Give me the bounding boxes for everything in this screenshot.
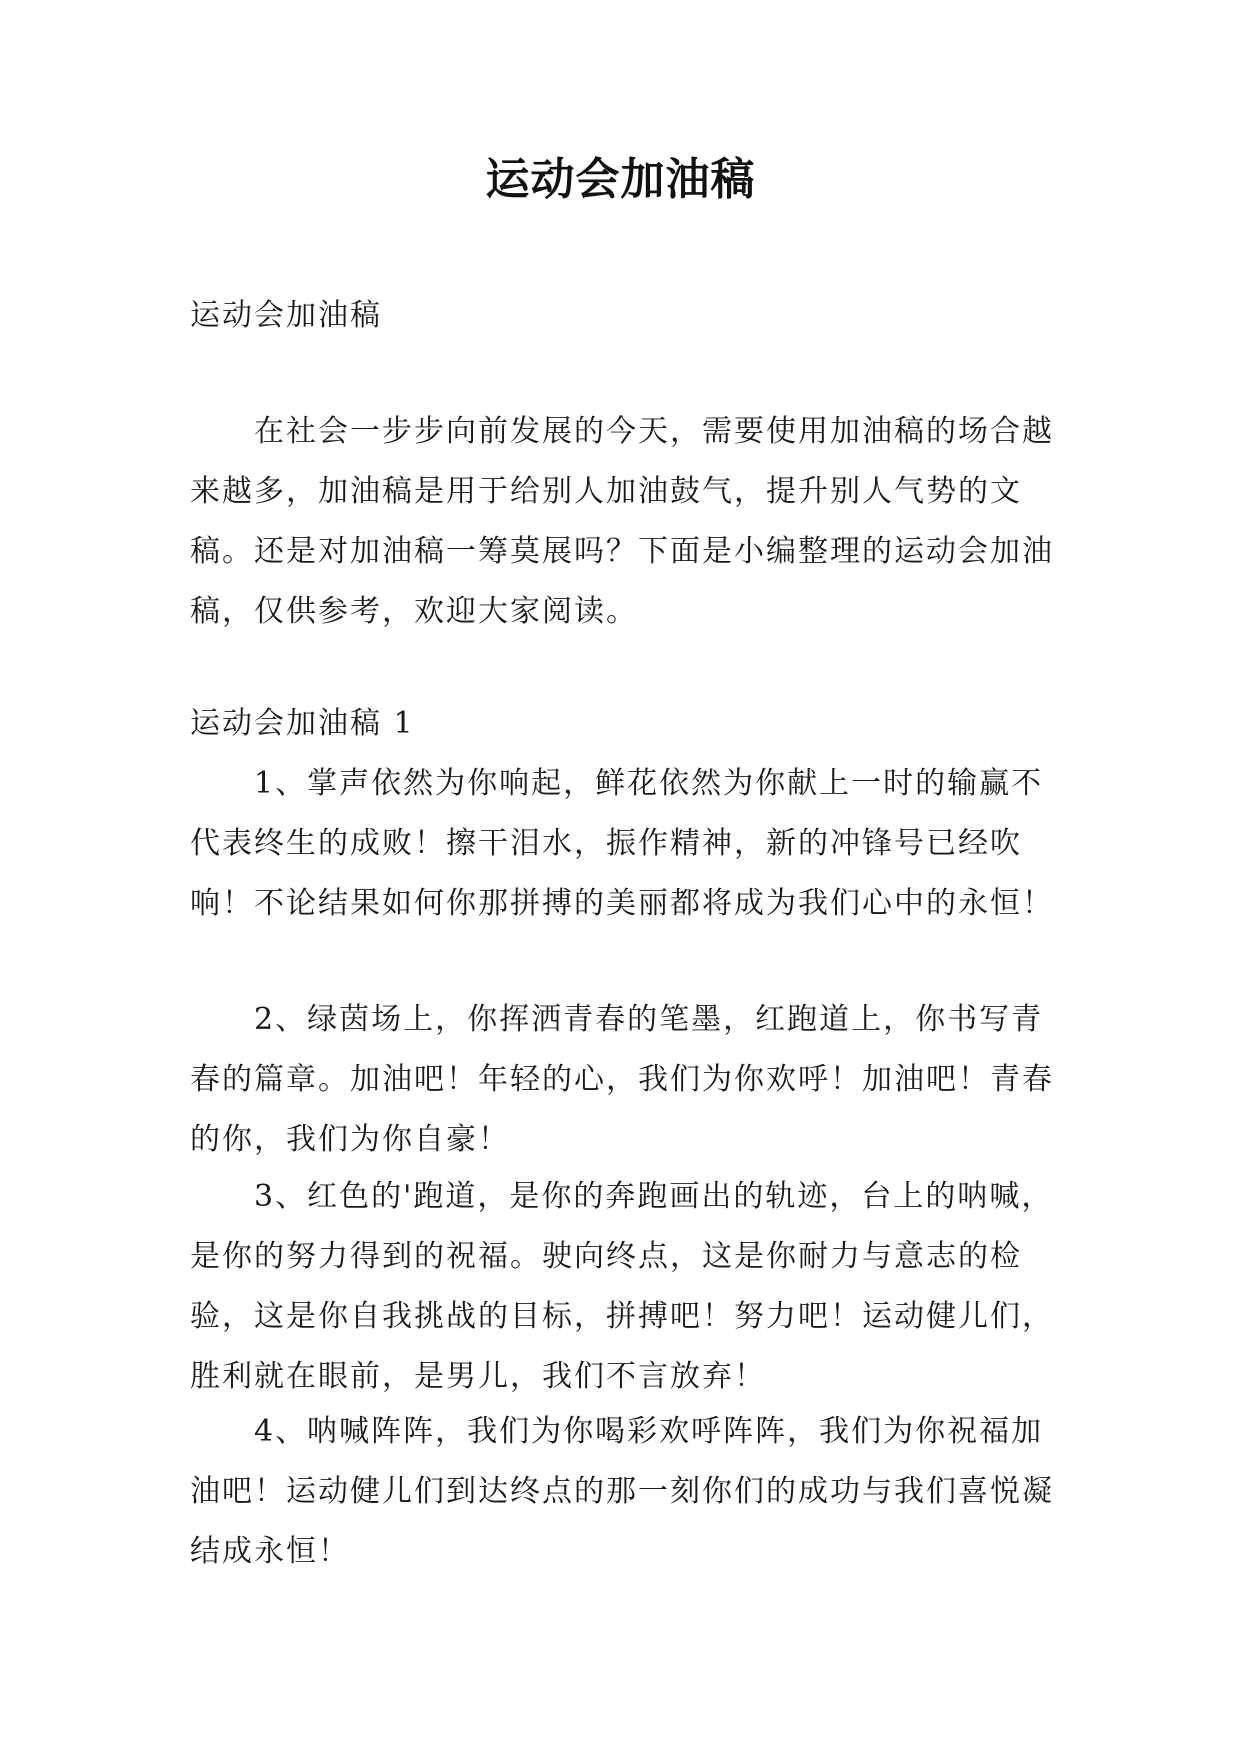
- intro-paragraph: 在社会一步步向前发展的今天，需要使用加油稿的场合越来越多，加油稿是用于给别人加油鼓气，提升别人气势的文稿。还是对加油稿一筹莫展吗？下面是小编整理的运动会加油稿，仅供参考，欢迎大家阅读。: [190, 414, 1054, 629]
- document-subtitle: 运动会加油稿: [190, 298, 382, 333]
- section-heading: 运动会加油稿 1: [190, 706, 415, 741]
- cheer-paragraph-1: 1、掌声依然为你响起，鲜花依然为你献上一时的输赢不代表终生的成败！擦干泪水，振作精神，新的冲锋号已经吹响！不论结果如何你那拼搏的美丽都将成为我们心中的永恒！: [190, 766, 1054, 921]
- cheer-paragraph-4: 4、呐喊阵阵，我们为你喝彩欢呼阵阵，我们为你祝福加油吧！运动健儿们到达终点的那一刻你们的成功与我们喜悦凝结成永恒！: [190, 1414, 1054, 1569]
- document-title: 运动会加油稿: [485, 154, 756, 205]
- cheer-paragraph-3: 3、红色的'跑道，是你的奔跑画出的轨迹，台上的呐喊，是你的努力得到的祝福。驶向终点，这是你耐力与意志的检验，这是你自我挑战的目标，拼搏吧！努力吧！运动健儿们，胜利就在眼前，是男儿，我们不言放弃！: [190, 1179, 1054, 1394]
- cheer-paragraph-2: 2、绿茵场上，你挥洒青春的笔墨，红跑道上，你书写青春的篇章。加油吧！年轻的心，我们为你欢呼！加油吧！青春的你，我们为你自豪！: [190, 1002, 1054, 1157]
